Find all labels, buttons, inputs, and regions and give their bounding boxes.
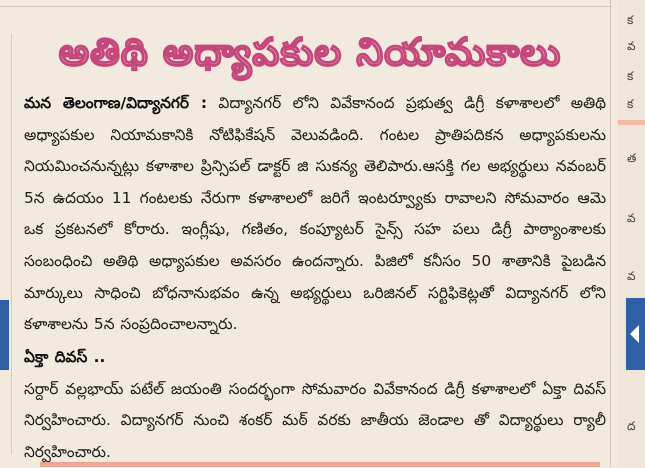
paragraph-2-text: సర్దార్ వల్లభాయ్ పటేల్ జయంతి సందర్భంగా సోమవారం వివేకానంద డిగ్రీ కళాశాలలో ఏక్తా దివస్ నిర్వహించారు. విద్యానగర్ నుంచి శంకర్ మఠ్ వరకు జాతీయ జెండాల తో విద్యార్థులు ర్యాలీ నిర్వహించారు. [24, 379, 606, 461]
subheading: ఏక్తా దివస్ .. [24, 348, 106, 366]
paragraph-1 [24, 88, 606, 341]
adjacent-pink-band [618, 120, 645, 125]
adjacent-fragment: ద [627, 419, 636, 433]
paragraph-2 [24, 342, 606, 468]
paragraph-1-text: విద్యానగర్ లోని వివేకానంద ప్రభుత్వ డిగ్రీ కళాశాలలో అతిథి అధ్యాపకుల నియామకానికి నోటిఫికేషన్ వెలువడింది. గంటల ప్రాతిపదికన అధ్యాపకులను నియమించనున్నట్లు కళాశాల ప్రిన్సిపల్ డాక్టర్ జి సుకన్య తెలిపారు.ఆసక్తి గల అభ్యర్థులు నవంబర్ 5న ఉదయం 11 గంటలకు నేరుగా కళాశాలలో జరిగే ఇంటర్వ్యూకు రావాలని సోమవారం ఆమె ఒక ప్రకటనలో కోరారు. ఇంగ్లీషు, గణితం, కంప్యూటర్ సైన్స్ సహ పలు డిగ్రీ పాఠ్యాంశాలకు సంబంధించి అతిథి అధ్యాపకుల అవసరం ఉందన్నారు. పిజిలో కనీసం 50 శాతానికి పైబడిన మార్కులు సాధించి బోధనానుభవం ఉన్న అభ్యర్థులు ఒరిజినల్ సర్టిఫికెట్లతో విద్యానగర్ లోని కళాశాలను 5న సంప్రదించాలన్నారు. [24, 94, 606, 334]
column-divider [610, 0, 611, 467]
next-arrow-icon [626, 298, 645, 370]
adjacent-fragment: క [627, 97, 634, 111]
bottom-pink-band [40, 462, 600, 467]
adjacent-fragment: వ [627, 269, 636, 283]
headline: అతిథి అధ్యాపకుల నియామకాలు [58, 30, 562, 74]
dateline: మన తెలంగాణ/విద్యానగర్ : [24, 94, 208, 112]
top-rule [0, 6, 612, 7]
adjacent-column [618, 0, 645, 467]
adjacent-fragment: క [627, 13, 634, 27]
adjacent-fragment: త [627, 151, 637, 165]
left-blue-marker [0, 300, 9, 370]
left-column-rule [11, 34, 12, 454]
adjacent-fragment: క [627, 69, 634, 83]
adjacent-fragment: వ [627, 39, 636, 53]
adjacent-fragment: వ [627, 211, 636, 225]
